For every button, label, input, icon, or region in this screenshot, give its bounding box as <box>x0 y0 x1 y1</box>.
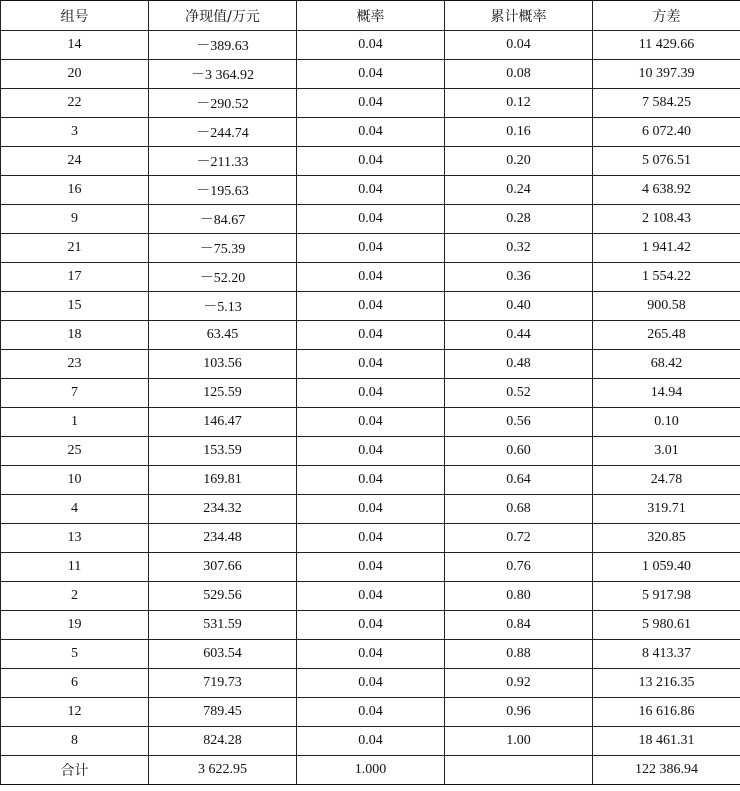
npv-cell: 125.59 <box>149 379 297 408</box>
probability-cell: 0.04 <box>297 60 445 89</box>
cumulative-probability-cell: 1.00 <box>445 727 593 756</box>
group-number-cell: 12 <box>1 698 149 727</box>
table-row <box>1 466 740 495</box>
cumulative-probability-cell: 0.60 <box>445 437 593 466</box>
table-row <box>1 437 740 466</box>
header-probability: 概率 <box>297 1 445 31</box>
table-row <box>1 582 740 611</box>
probability-cell: 0.04 <box>297 553 445 582</box>
table-row <box>1 640 740 669</box>
table-row <box>1 31 740 60</box>
variance-cell: 13 216.35 <box>593 669 740 698</box>
variance-cell: 10 397.39 <box>593 60 740 89</box>
cumulative-probability-cell: 0.24 <box>445 176 593 205</box>
variance-cell: 6 072.40 <box>593 118 740 147</box>
probability-cell: 0.04 <box>297 640 445 669</box>
table-row <box>1 379 740 408</box>
cumulative-probability-cell: 0.80 <box>445 582 593 611</box>
cumulative-probability-cell: 0.32 <box>445 234 593 263</box>
probability-cell: 0.04 <box>297 263 445 292</box>
probability-cell: 0.04 <box>297 727 445 756</box>
variance-cell: 1 554.22 <box>593 263 740 292</box>
probability-cell: 0.04 <box>297 118 445 147</box>
group-number-cell: 13 <box>1 524 149 553</box>
cumulative-probability-cell: 0.48 <box>445 350 593 379</box>
variance-cell: 5 917.98 <box>593 582 740 611</box>
npv-cell: 146.47 <box>149 408 297 437</box>
variance-cell: 24.78 <box>593 466 740 495</box>
variance-cell: 5 980.61 <box>593 611 740 640</box>
group-number-cell: 16 <box>1 176 149 205</box>
npv-cell: 603.54 <box>149 640 297 669</box>
npv-cell: －84.67 <box>149 205 297 234</box>
probability-cell: 0.04 <box>297 350 445 379</box>
probability-cell: 0.04 <box>297 495 445 524</box>
group-number-cell: 5 <box>1 640 149 669</box>
npv-cell: 719.73 <box>149 669 297 698</box>
cumulative-probability-cell: 0.40 <box>445 292 593 321</box>
table-row <box>1 321 740 350</box>
cumulative-probability-cell: 0.12 <box>445 89 593 118</box>
cumulative-probability-cell: 0.68 <box>445 495 593 524</box>
cumulative-probability-cell: 0.28 <box>445 205 593 234</box>
npv-cell: 824.28 <box>149 727 297 756</box>
variance-cell: 319.71 <box>593 495 740 524</box>
npv-cell: －389.63 <box>149 31 297 60</box>
header-row <box>1 1 740 31</box>
cumulative-probability-cell: 0.08 <box>445 60 593 89</box>
cumulative-probability-cell: 0.92 <box>445 669 593 698</box>
probability-cell: 0.04 <box>297 466 445 495</box>
probability-cell: 0.04 <box>297 437 445 466</box>
variance-cell: 0.10 <box>593 408 740 437</box>
total-cumulative-probability <box>445 756 593 785</box>
probability-cell: 0.04 <box>297 176 445 205</box>
variance-cell: 1 059.40 <box>593 553 740 582</box>
cumulative-probability-cell: 0.56 <box>445 408 593 437</box>
table-row <box>1 234 740 263</box>
total-variance: 122 386.94 <box>593 756 740 785</box>
npv-cell: 234.48 <box>149 524 297 553</box>
cumulative-probability-cell: 0.16 <box>445 118 593 147</box>
cumulative-probability-cell: 0.72 <box>445 524 593 553</box>
table-row <box>1 176 740 205</box>
probability-cell: 0.04 <box>297 31 445 60</box>
table-row <box>1 147 740 176</box>
probability-cell: 0.04 <box>297 408 445 437</box>
probability-cell: 0.04 <box>297 147 445 176</box>
table-row <box>1 118 740 147</box>
npv-cell: －3 364.92 <box>149 60 297 89</box>
total-npv: 3 622.95 <box>149 756 297 785</box>
total-label: 合计 <box>1 756 149 785</box>
npv-cell: 529.56 <box>149 582 297 611</box>
table-row <box>1 89 740 118</box>
group-number-cell: 15 <box>1 292 149 321</box>
variance-cell: 2 108.43 <box>593 205 740 234</box>
group-number-cell: 18 <box>1 321 149 350</box>
table-row <box>1 669 740 698</box>
group-number-cell: 19 <box>1 611 149 640</box>
header-npv: 净现值/万元 <box>149 1 297 31</box>
npv-cell: －195.63 <box>149 176 297 205</box>
cumulative-probability-cell: 0.64 <box>445 466 593 495</box>
npv-cell: 234.32 <box>149 495 297 524</box>
cumulative-probability-cell: 0.76 <box>445 553 593 582</box>
variance-cell: 5 076.51 <box>593 147 740 176</box>
group-number-cell: 4 <box>1 495 149 524</box>
group-number-cell: 11 <box>1 553 149 582</box>
table-row <box>1 408 740 437</box>
npv-cell: 531.59 <box>149 611 297 640</box>
variance-cell: 16 616.86 <box>593 698 740 727</box>
variance-cell: 14.94 <box>593 379 740 408</box>
variance-cell: 3.01 <box>593 437 740 466</box>
group-number-cell: 24 <box>1 147 149 176</box>
probability-cell: 0.04 <box>297 205 445 234</box>
cumulative-probability-cell: 0.04 <box>445 31 593 60</box>
variance-cell: 320.85 <box>593 524 740 553</box>
probability-cell: 0.04 <box>297 321 445 350</box>
variance-cell: 7 584.25 <box>593 89 740 118</box>
probability-cell: 0.04 <box>297 234 445 263</box>
probability-cell: 0.04 <box>297 524 445 553</box>
npv-cell: 789.45 <box>149 698 297 727</box>
group-number-cell: 1 <box>1 408 149 437</box>
variance-cell: 4 638.92 <box>593 176 740 205</box>
group-number-cell: 17 <box>1 263 149 292</box>
group-number-cell: 22 <box>1 89 149 118</box>
probability-cell: 0.04 <box>297 582 445 611</box>
probability-cell: 0.04 <box>297 611 445 640</box>
group-number-cell: 7 <box>1 379 149 408</box>
header-variance: 方差 <box>593 1 740 31</box>
table-body <box>1 31 740 785</box>
npv-cell: －5.13 <box>149 292 297 321</box>
group-number-cell: 25 <box>1 437 149 466</box>
table-row <box>1 292 740 321</box>
variance-cell: 18 461.31 <box>593 727 740 756</box>
group-number-cell: 8 <box>1 727 149 756</box>
cumulative-probability-cell: 0.36 <box>445 263 593 292</box>
header-cumulative-probability: 累计概率 <box>445 1 593 31</box>
variance-cell: 68.42 <box>593 350 740 379</box>
npv-cell: 169.81 <box>149 466 297 495</box>
table-row <box>1 698 740 727</box>
table-row <box>1 611 740 640</box>
cumulative-probability-cell: 0.84 <box>445 611 593 640</box>
cumulative-probability-cell: 0.44 <box>445 321 593 350</box>
npv-cell: 307.66 <box>149 553 297 582</box>
group-number-cell: 20 <box>1 60 149 89</box>
group-number-cell: 3 <box>1 118 149 147</box>
group-number-cell: 2 <box>1 582 149 611</box>
npv-cell: 153.59 <box>149 437 297 466</box>
group-number-cell: 10 <box>1 466 149 495</box>
npv-cell: －75.39 <box>149 234 297 263</box>
npv-cell: －244.74 <box>149 118 297 147</box>
group-number-cell: 14 <box>1 31 149 60</box>
table-row <box>1 205 740 234</box>
table-row <box>1 495 740 524</box>
cumulative-probability-cell: 0.20 <box>445 147 593 176</box>
npv-cell: －290.52 <box>149 89 297 118</box>
table-row <box>1 727 740 756</box>
variance-cell: 900.58 <box>593 292 740 321</box>
cumulative-probability-cell: 0.96 <box>445 698 593 727</box>
npv-cell: －52.20 <box>149 263 297 292</box>
group-number-cell: 21 <box>1 234 149 263</box>
npv-cell: 103.56 <box>149 350 297 379</box>
probability-cell: 0.04 <box>297 89 445 118</box>
group-number-cell: 6 <box>1 669 149 698</box>
probability-cell: 0.04 <box>297 379 445 408</box>
cumulative-probability-cell: 0.88 <box>445 640 593 669</box>
table-row <box>1 524 740 553</box>
table-row <box>1 350 740 379</box>
variance-cell: 265.48 <box>593 321 740 350</box>
total-probability: 1.000 <box>297 756 445 785</box>
group-number-cell: 9 <box>1 205 149 234</box>
probability-cell: 0.04 <box>297 292 445 321</box>
table-row <box>1 263 740 292</box>
group-number-cell: 23 <box>1 350 149 379</box>
npv-cell: 63.45 <box>149 321 297 350</box>
variance-cell: 1 941.42 <box>593 234 740 263</box>
probability-cell: 0.04 <box>297 698 445 727</box>
table-row <box>1 60 740 89</box>
table-row <box>1 553 740 582</box>
header-group-number: 组号 <box>1 1 149 31</box>
variance-cell: 11 429.66 <box>593 31 740 60</box>
probability-cell: 0.04 <box>297 669 445 698</box>
variance-cell: 8 413.37 <box>593 640 740 669</box>
npv-cell: －211.33 <box>149 147 297 176</box>
total-row <box>1 756 740 785</box>
cumulative-probability-cell: 0.52 <box>445 379 593 408</box>
